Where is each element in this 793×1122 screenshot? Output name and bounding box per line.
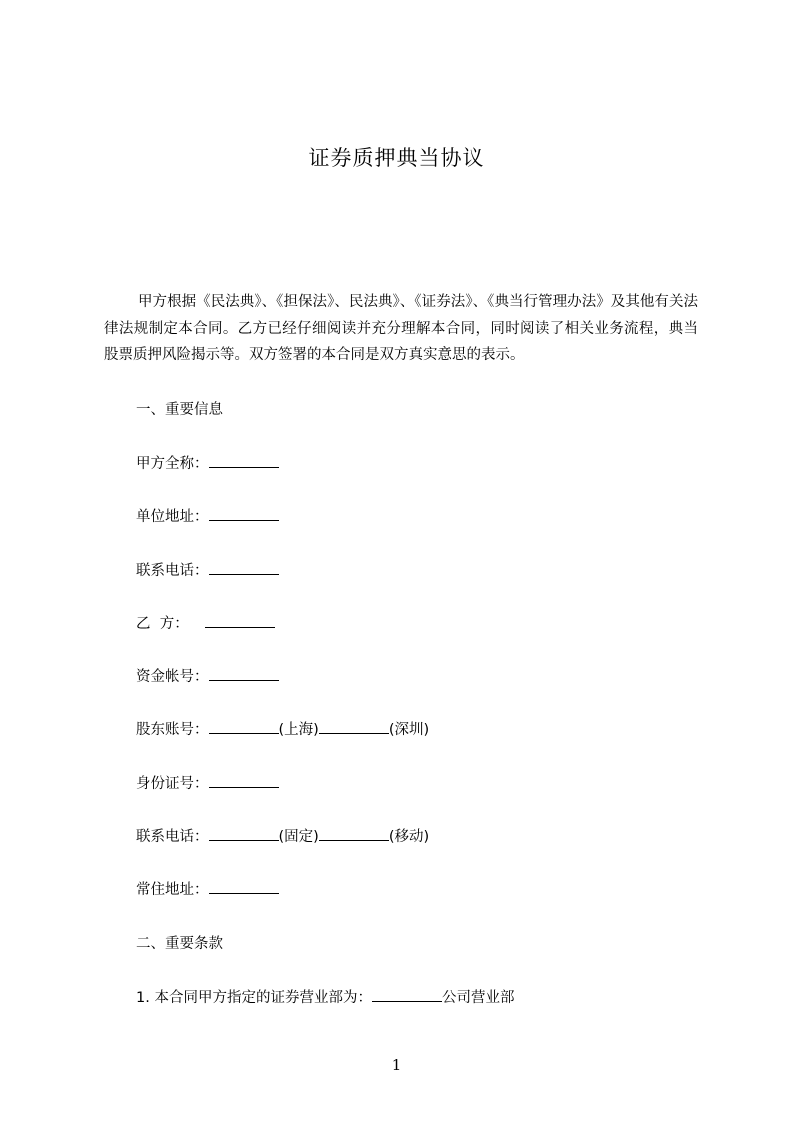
party-a-name-label: 甲方全称：	[136, 456, 209, 472]
clause-1-suffix: 公司营业部	[441, 990, 515, 1006]
residence-label: 常住地址：	[136, 882, 209, 898]
party-b-label: 乙 方：	[136, 616, 189, 632]
party-a-name-blank[interactable]	[209, 453, 279, 468]
id-number-blank[interactable]	[209, 773, 279, 788]
intro-paragraph: 甲方根据《民法典》、《担保法》、民法典》、《证券法》、《典当行管理办法》及其他有关法律法规制定本合同。乙方已经仔细阅读并充分理解本合同，同时阅读了相关业务流程，典当股票质押风险揭示等。双方签署的本合同是双方真实意思的表示。	[104, 294, 698, 363]
unit-address-blank[interactable]	[209, 506, 279, 521]
section-heading-important-terms: 二、重要条款	[136, 936, 223, 952]
id-number-label: 身份证号：	[136, 776, 209, 792]
fixed-label: (固定)	[278, 829, 319, 845]
securities-office-blank[interactable]	[372, 987, 442, 1002]
fixed-phone-blank[interactable]	[209, 826, 279, 841]
shanghai-account-blank[interactable]	[209, 719, 279, 734]
shenzhen-account-blank[interactable]	[319, 719, 389, 734]
fund-account-blank[interactable]	[209, 666, 279, 681]
shenzhen-label: (深圳)	[388, 722, 430, 738]
unit-address-row	[136, 505, 279, 526]
section-heading-important-info: 一、重要信息	[136, 402, 223, 418]
clause-1-row	[136, 986, 514, 1007]
shareholder-account-label: 股东账号：	[136, 722, 209, 738]
mobile-label: (移动)	[388, 829, 430, 845]
unit-address-label: 单位地址：	[136, 509, 209, 525]
document-title: 证券质押典当协议	[308, 146, 485, 170]
clause-1-text: 1. 本合同甲方指定的证券营业部为：	[136, 990, 372, 1006]
contact-phone-b-label: 联系电话：	[136, 829, 209, 845]
contact-phone-b-row	[136, 825, 429, 846]
residence-row	[136, 878, 279, 899]
residence-blank[interactable]	[209, 879, 279, 894]
party-a-name-row	[136, 452, 279, 473]
mobile-phone-blank[interactable]	[319, 826, 389, 841]
party-b-row	[136, 612, 275, 633]
page-number: 1	[391, 1056, 402, 1074]
fund-account-row	[136, 665, 279, 686]
shanghai-label: (上海)	[278, 722, 319, 738]
shareholder-account-row	[136, 718, 429, 739]
contact-phone-a-label: 联系电话：	[136, 563, 209, 579]
contact-phone-a-blank[interactable]	[209, 560, 279, 575]
fund-account-label: 资金帐号：	[136, 669, 209, 685]
contact-phone-a-row	[136, 559, 279, 580]
id-number-row	[136, 772, 279, 793]
party-b-blank[interactable]	[205, 613, 275, 628]
